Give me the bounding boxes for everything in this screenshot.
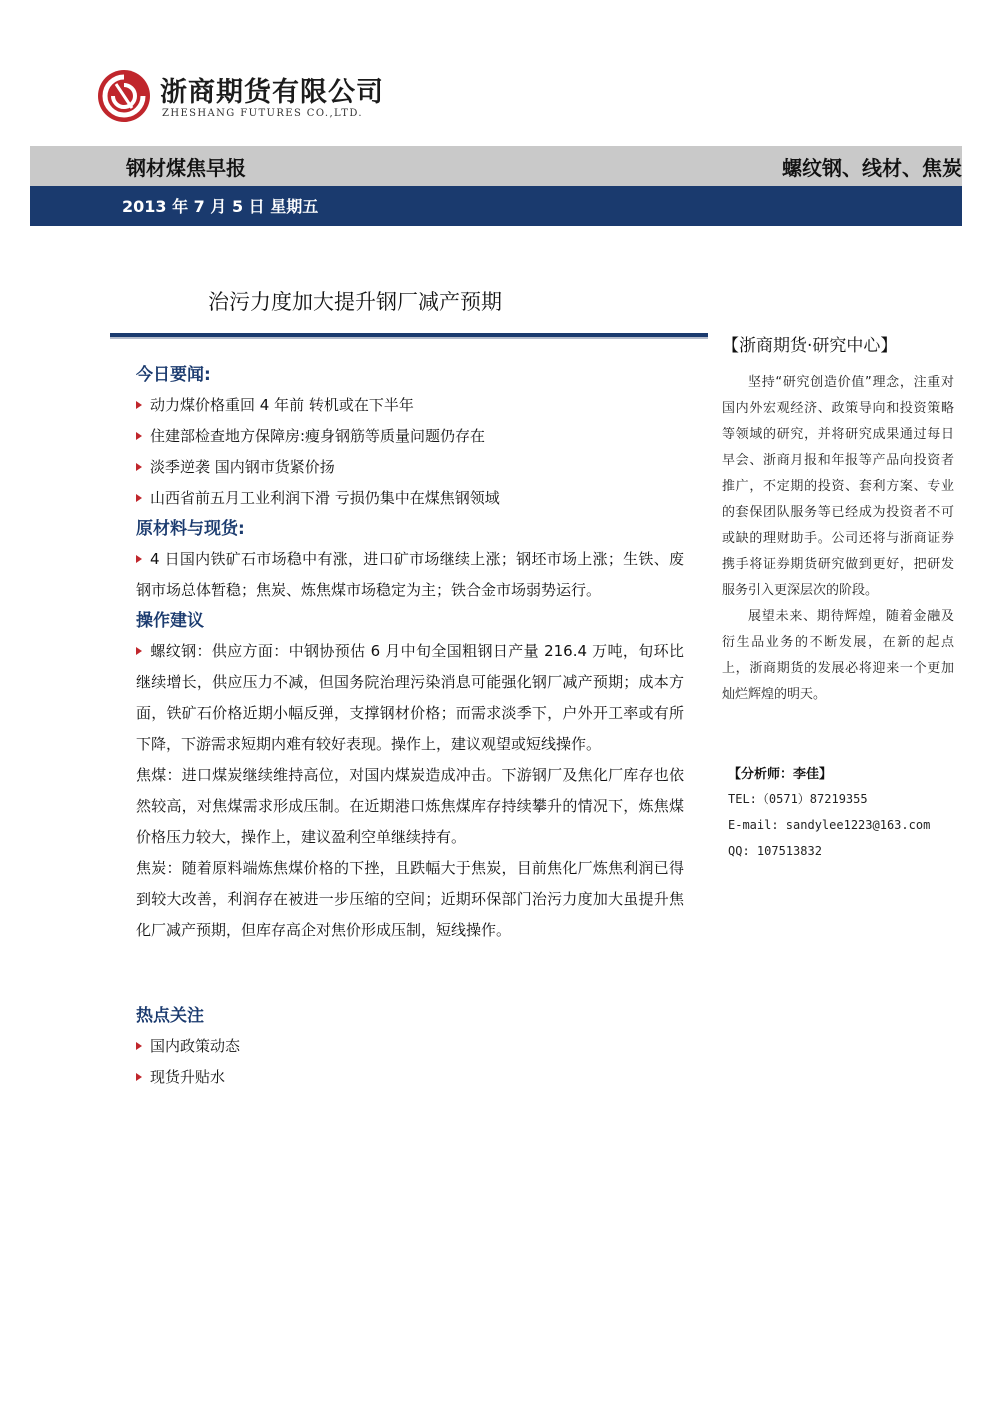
advice-heading: 操作建议 [136, 611, 204, 631]
analyst-phone: TEL:（0571）87219355 [728, 792, 868, 806]
hot-topic-text: 国内政策动态 [150, 1037, 241, 1055]
report-products: 螺纹钢、线材、焦炭 [782, 156, 962, 180]
sidebar-outlook-paragraph: 展望未来、期待辉煌，随着金融及衍生品业务的不断发展，在新的起点上，浙商期货的发展必将迎来一个更加灿烂辉煌的明天。 [722, 609, 954, 702]
report-date: 2013 年 7 月 5 日 星期五 [122, 197, 319, 216]
news-item-text: 淡季逆袭 国内钢市货紧价扬 [150, 458, 335, 476]
page-title: 治污力度加大提升钢厂减产预期 [208, 290, 502, 314]
news-item [136, 483, 684, 514]
title-divider-shadow [110, 337, 708, 339]
spot-heading: 原材料与现货: [136, 519, 245, 539]
bullet-arrow-icon [136, 494, 142, 502]
spot-text: 4 日国内铁矿石市场稳中有涨，进口矿市场继续上涨；钢坯市场上涨；生铁、废钢市场总体暂稳；焦炭、炼焦煤市场稳定为主；铁合金市场弱势运行。 [136, 550, 684, 599]
report-header-band [30, 146, 962, 186]
hot-topic-item [136, 1062, 684, 1093]
bullet-arrow-icon [136, 1042, 142, 1050]
analyst-email: E-mail: sandylee1223@163.com [728, 818, 931, 832]
zheshang-logo-icon [96, 68, 152, 124]
coke-paragraph: 焦炭：随着原料端炼焦煤价格的下挫，且跌幅大于焦炭，目前焦化厂炼焦利润已得到较大改善，利润存在被进一步压缩的空间；近期环保部门治污力度加大虽提升焦化厂减产预期，但库存高企对焦价形成压制，短线操作。 [136, 859, 684, 939]
rebar-paragraph [136, 636, 684, 760]
date-band [30, 186, 962, 226]
news-item [136, 390, 684, 421]
company-name-cn: 浙商期货有限公司 [160, 77, 384, 108]
analyst-name: 【分析师：李佳】 [728, 767, 833, 782]
bullet-arrow-icon [136, 1073, 142, 1081]
news-item [136, 421, 684, 452]
spot-paragraph [136, 544, 684, 606]
company-name-en: ZHESHANG FUTURES CO.,LTD. [162, 108, 363, 119]
sidebar-heading: 【浙商期货·研究中心】 [722, 336, 898, 356]
news-item [136, 452, 684, 483]
hot-topics-heading: 热点关注 [136, 1006, 204, 1026]
report-name: 钢材煤焦早报 [126, 156, 246, 180]
rebar-text: 螺纹钢：供应方面：中钢协预估 6 月中旬全国粗钢日产量 216.4 万吨，旬环比继续增长，供应压力不减，但国务院治理污染消息可能强化钢厂减产预期；成本方面，铁矿石价格近期小幅反弹，支撑钢材价格；而需求淡季下，户外开工率或有所下降，下游需求短期内难有较好表现。操作上，建议观望或短线操作。 [136, 642, 684, 753]
analyst-contact [728, 764, 968, 864]
bullet-arrow-icon [136, 432, 142, 440]
bullet-arrow-icon [136, 401, 142, 409]
news-heading: 今日要闻: [136, 365, 211, 385]
main-content [136, 360, 684, 1093]
bullet-arrow-icon [136, 555, 142, 563]
coking-coal-paragraph: 焦煤：进口煤炭继续维持高位，对国内煤炭造成冲击。下游钢厂及焦化厂库存也依然较高，对焦煤需求形成压制。在近期港口炼焦煤库存持续攀升的情况下，炼焦煤价格压力较大，操作上，建议盈利空单继续持有。 [136, 766, 684, 846]
hot-topic-item [136, 1031, 684, 1062]
news-item-text: 动力煤价格重回 4 年前 转机或在下半年 [150, 396, 414, 414]
bullet-arrow-icon [136, 647, 142, 655]
news-item-text: 住建部检查地方保障房:瘦身钢筋等质量问题仍存在 [150, 427, 486, 445]
news-item-text: 山西省前五月工业利润下滑 亏损仍集中在煤焦钢领域 [150, 489, 500, 507]
bullet-arrow-icon [136, 463, 142, 471]
sidebar-intro-paragraph: 坚持“研究创造价值”理念，注重对国内外宏观经济、政策导向和投资策略等领域的研究，并将研究成果通过每日早会、浙商月报和年报等产品向投资者推广，不定期的投资、套利方案、专业的套保团队服务等已经成为投资者不可或缺的理财助手。公司还将与浙商证券携手将证券期货研究做到更好，把研发服务引入更深层次的阶段。 [722, 375, 954, 598]
hot-topic-text: 现货升贴水 [150, 1068, 226, 1086]
analyst-qq: QQ: 107513832 [728, 844, 822, 858]
section-spacer [136, 946, 684, 1001]
sidebar-research-center [722, 332, 954, 708]
company-logo [96, 68, 384, 126]
